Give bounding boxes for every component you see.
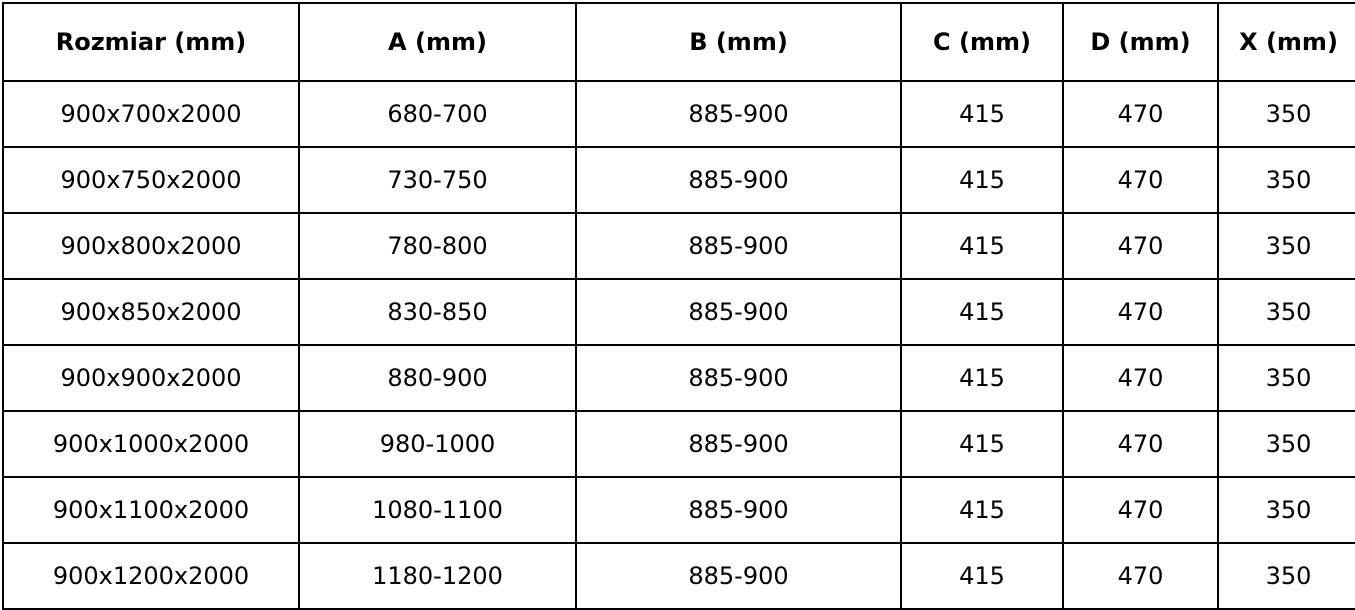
- cell-d: 470: [1063, 81, 1218, 147]
- table-row: [3, 345, 1355, 411]
- cell-size: 900x750x2000: [3, 147, 299, 213]
- cell-c: 415: [901, 81, 1063, 147]
- cell-a: 880-900: [299, 345, 576, 411]
- cell-x: 350: [1218, 81, 1355, 147]
- cell-d: 470: [1063, 477, 1218, 543]
- cell-d: 470: [1063, 411, 1218, 477]
- table-row: [3, 477, 1355, 543]
- cell-c: 415: [901, 213, 1063, 279]
- cell-b: 885-900: [576, 213, 901, 279]
- cell-c: 415: [901, 147, 1063, 213]
- table-row: [3, 279, 1355, 345]
- cell-size: 900x1000x2000: [3, 411, 299, 477]
- column-header-c: C (mm): [901, 3, 1063, 81]
- cell-x: 350: [1218, 411, 1355, 477]
- cell-x: 350: [1218, 477, 1355, 543]
- cell-a: 780-800: [299, 213, 576, 279]
- cell-x: 350: [1218, 345, 1355, 411]
- cell-b: 885-900: [576, 147, 901, 213]
- cell-a: 680-700: [299, 81, 576, 147]
- cell-c: 415: [901, 477, 1063, 543]
- cell-b: 885-900: [576, 477, 901, 543]
- dimensions-table: [2, 2, 1355, 610]
- cell-size: 900x700x2000: [3, 81, 299, 147]
- table-row: [3, 147, 1355, 213]
- cell-a: 830-850: [299, 279, 576, 345]
- cell-d: 470: [1063, 543, 1218, 609]
- cell-size: 900x1100x2000: [3, 477, 299, 543]
- specification-table-container: [0, 2, 1355, 595]
- cell-x: 350: [1218, 543, 1355, 609]
- cell-size: 900x800x2000: [3, 213, 299, 279]
- column-header-d: D (mm): [1063, 3, 1218, 81]
- table-header-row: [3, 3, 1355, 81]
- column-header-b: B (mm): [576, 3, 901, 81]
- cell-b: 885-900: [576, 81, 901, 147]
- cell-size: 900x850x2000: [3, 279, 299, 345]
- cell-x: 350: [1218, 147, 1355, 213]
- cell-b: 885-900: [576, 411, 901, 477]
- cell-b: 885-900: [576, 543, 901, 609]
- cell-a: 730-750: [299, 147, 576, 213]
- table-row: [3, 81, 1355, 147]
- cell-c: 415: [901, 543, 1063, 609]
- table-row: [3, 411, 1355, 477]
- cell-d: 470: [1063, 345, 1218, 411]
- cell-a: 1080-1100: [299, 477, 576, 543]
- cell-a: 980-1000: [299, 411, 576, 477]
- column-header-a: A (mm): [299, 3, 576, 81]
- cell-a: 1180-1200: [299, 543, 576, 609]
- cell-d: 470: [1063, 279, 1218, 345]
- table-row: [3, 213, 1355, 279]
- cell-b: 885-900: [576, 345, 901, 411]
- column-header-size: Rozmiar (mm): [3, 3, 299, 81]
- cell-c: 415: [901, 345, 1063, 411]
- column-header-x: X (mm): [1218, 3, 1355, 81]
- cell-x: 350: [1218, 279, 1355, 345]
- cell-b: 885-900: [576, 279, 901, 345]
- cell-size: 900x1200x2000: [3, 543, 299, 609]
- cell-c: 415: [901, 279, 1063, 345]
- cell-d: 470: [1063, 147, 1218, 213]
- cell-x: 350: [1218, 213, 1355, 279]
- cell-d: 470: [1063, 213, 1218, 279]
- cell-c: 415: [901, 411, 1063, 477]
- cell-size: 900x900x2000: [3, 345, 299, 411]
- table-row: [3, 543, 1355, 609]
